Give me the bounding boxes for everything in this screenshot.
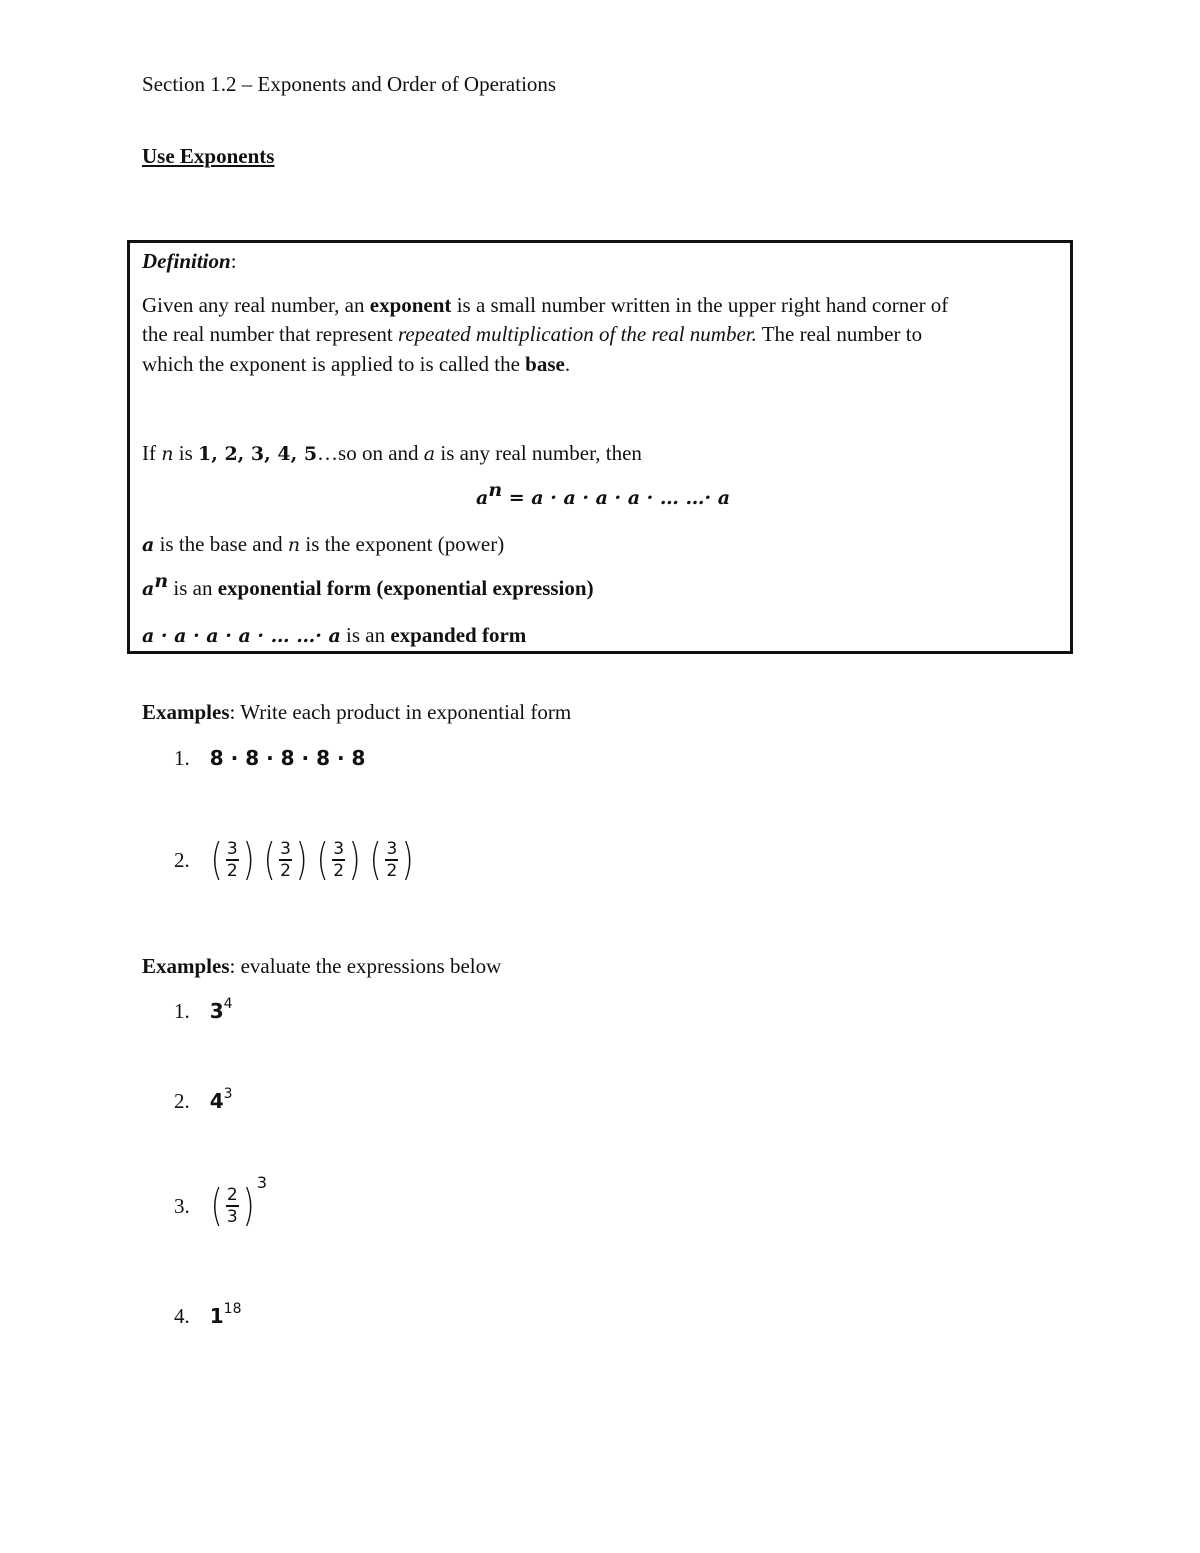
definition-if-statement: If n is 1, 2, 3, 4, 5…so on and a is any real number, then	[142, 441, 642, 465]
fraction-group: ( $\frac{3}{2}$ )	[263, 834, 308, 885]
definition-box	[127, 240, 1073, 654]
definition-exponential-form-line: $a^n$ is an exponential form (exponential expression)	[142, 570, 594, 600]
example-2-item-2: 2. 43	[174, 1086, 233, 1113]
definition-paragraph-line-3: which the exponent is applied to is called the base.	[142, 352, 571, 376]
definition-paragraph-line-1: Given any real number, an exponent is a small number written in the upper right hand corner of	[142, 293, 949, 317]
fraction-group: ( $\frac{2}{3}$ )	[210, 1180, 255, 1231]
example-2-item-3: 3. ( $\frac{2}{3}$ ) 3	[174, 1172, 268, 1231]
example-2-item-1: 1. 34	[174, 996, 233, 1023]
section-title: Section 1.2 – Exponents and Order of Operations	[142, 72, 557, 96]
definition-formula: $a^n = a \cdot a \cdot a \cdot a$ · … …· a	[476, 479, 731, 509]
example-1-item-1: 1. 8 · 8 · 8 · 8 · 8	[174, 746, 366, 770]
fraction-group: ( $\frac{3}{2}$ )	[369, 834, 414, 885]
definition-base-line: a is the base and n is the exponent (power)	[142, 532, 505, 556]
example-1-item-2: 2. ( $\frac{3}{2}$ ) ( $\frac{3}{2}$ ) ( $\frac{3}{2}$ ) ( $\frac{3}{2}$ )	[174, 838, 420, 882]
definition-paragraph-line-2: the real number that represent repeated multiplication of the real number. The real number to	[142, 322, 923, 346]
section-heading: Use Exponents	[142, 144, 275, 168]
definition-label: Definition:	[142, 249, 237, 273]
definition-expanded-form-line: a · a · a · a · … …· a is an expanded form	[142, 623, 527, 647]
examples-exponential-form-title: Examples: Write each product in exponential form	[142, 700, 572, 724]
example-2-item-4: 4. 118	[174, 1301, 242, 1328]
fraction-group: ( $\frac{3}{2}$ )	[210, 834, 255, 885]
examples-evaluate-title: Examples: evaluate the expressions below	[142, 954, 502, 978]
fraction-group: ( $\frac{3}{2}$ )	[316, 834, 361, 885]
